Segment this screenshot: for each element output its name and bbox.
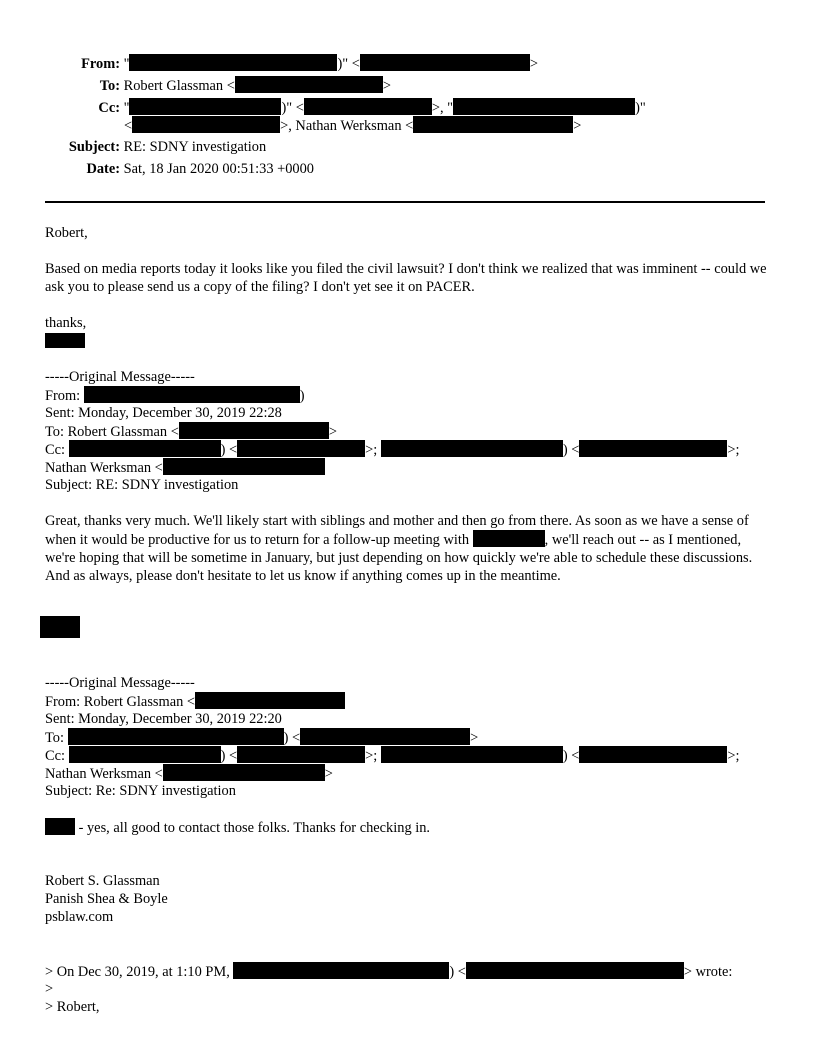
msg2-reply [45,818,430,837]
msg2-cc-end: >; [727,748,740,764]
redaction [40,616,80,638]
from-value-text: )" < [337,56,360,72]
msg1-cc-continued [45,458,325,477]
msg1-cc [45,440,739,459]
msg2-cc-continued [45,764,333,783]
date-value: Sat, 18 Jan 2020 00:51:33 +0000 [123,161,315,177]
redaction [69,746,221,763]
msg2-reply-text: - yes, all good to contact those folks. Thanks for checking in. [75,820,431,836]
redaction [300,728,470,745]
msg2-from [45,692,345,711]
original-message-separator: -----Original Message----- [45,675,195,691]
cc-value-part: )" [635,100,646,116]
msg1-cc-part: Nathan Werksman < [45,460,163,476]
msg2-cc-part: ) < [562,748,580,764]
msg1-body-text: , we'll reach out -- as I mentioned, we're hoping that will be sometime in January, but just depending on how quickly we're able to schedule these discussions. And as always, please don't hesitate to let us know if anything comes up in the meantime. [45,532,753,584]
header-divider [45,201,765,203]
msg1-body-paragraph [45,512,775,585]
to-value-text: Robert Glassman < [123,78,235,94]
cc-value-part: < [124,118,133,134]
cc-value-part: >, " [431,100,454,116]
msg2-subject: Subject: Re: SDNY investigation [45,783,236,799]
redaction [84,386,300,403]
redaction [163,458,325,475]
greeting: Robert, [45,225,88,241]
redaction [360,54,530,71]
signature-firm: Panish Shea & Boyle [45,891,168,907]
redaction [413,116,573,133]
msg1-signature-redaction [40,616,80,640]
quoted-text: ) < [449,964,466,980]
msg2-cc-label: Cc: [45,748,69,764]
redaction [129,54,337,71]
msg1-to [45,422,337,441]
msg2-to-end: > [470,730,479,746]
msg1-body-text: Great, thanks very much. We'll likely start with siblings and mother and then go from there. As soon as we have a sense of when it would be productive for us to return for a follow-up meeting with [45,513,749,548]
msg2-to [45,728,478,747]
from-label: From: [81,56,120,72]
header-cc-row-continued [124,116,581,135]
quoted-text: > wrote: [683,964,733,980]
subject-value: RE: SDNY investigation [123,139,267,155]
msg1-cc-end: >; [727,442,740,458]
redaction [237,440,365,457]
redaction [129,98,281,115]
redaction [579,746,727,763]
header-to-row [0,76,391,95]
redaction [179,422,329,439]
from-value-quote: " [123,56,130,72]
msg1-cc-part: ) < [562,442,580,458]
redaction [45,333,85,348]
msg1-subject: Subject: RE: SDNY investigation [45,477,239,493]
redaction [453,98,635,115]
redaction [579,440,727,457]
header-subject-row [0,138,266,156]
msg1-cc-label: Cc: [45,442,69,458]
quoted-line: > [45,981,54,997]
redaction [237,746,365,763]
msg1-cc-part: >; [365,442,381,458]
redaction [304,98,432,115]
redaction [381,440,563,457]
redaction [68,728,284,745]
cc-value-part: " [123,100,130,116]
date-label: Date: [86,161,120,177]
to-label: To: [99,78,120,94]
body-paragraph: Based on media reports today it looks like you filed the civil lawsuit? I don't think we realized that was imminent -- could we ask you to please send us a copy of the filing? I don't yet see it on PACER. [45,261,767,295]
sender-signature-redaction [45,332,85,350]
msg2-to-part: ) < [283,730,301,746]
msg1-sent: Sent: Monday, December 30, 2019 22:28 [45,405,282,421]
redaction [45,818,75,835]
cc-value-part: > [573,118,582,134]
msg2-sent: Sent: Monday, December 30, 2019 22:20 [45,711,282,727]
msg2-cc [45,746,739,765]
cc-label: Cc: [98,100,120,116]
cc-value-part: >, Nathan Werksman < [280,118,414,134]
msg1-cc-part: ) < [220,442,238,458]
redaction [69,440,221,457]
header-cc-row [0,98,646,117]
redaction [381,746,563,763]
header-from-row [0,54,538,73]
msg1-to-label: To: Robert Glassman < [45,424,179,440]
msg2-cc-part: ) < [220,748,238,764]
quoted-header [45,962,732,981]
redaction [195,692,345,709]
msg1-from-label: From: [45,388,84,404]
redaction [233,962,449,979]
quoted-line: > Robert, [45,999,100,1015]
redaction [235,76,383,93]
to-value-end: > [382,78,391,94]
cc-value-part: )" < [281,100,304,116]
msg1-from-end: ) [299,388,305,404]
msg1-to-end: > [328,424,337,440]
redaction [466,962,684,979]
from-value-end: > [529,56,538,72]
signoff: thanks, [45,315,87,331]
msg2-cc-part: Nathan Werksman < [45,766,163,782]
subject-label: Subject: [68,139,120,155]
header-date-row [0,160,314,178]
msg2-cc-end: > [324,766,333,782]
original-message-separator: -----Original Message----- [45,369,195,385]
redaction [473,530,545,547]
redaction [163,764,325,781]
msg2-from-label: From: Robert Glassman < [45,694,196,710]
msg2-cc-part: >; [365,748,381,764]
redaction [132,116,280,133]
signature-website: psblaw.com [45,909,114,925]
quoted-text: > On Dec 30, 2019, at 1:10 PM, [45,964,234,980]
msg1-from [45,386,305,405]
msg2-to-label: To: [45,730,68,746]
signature-name: Robert S. Glassman [45,873,160,889]
